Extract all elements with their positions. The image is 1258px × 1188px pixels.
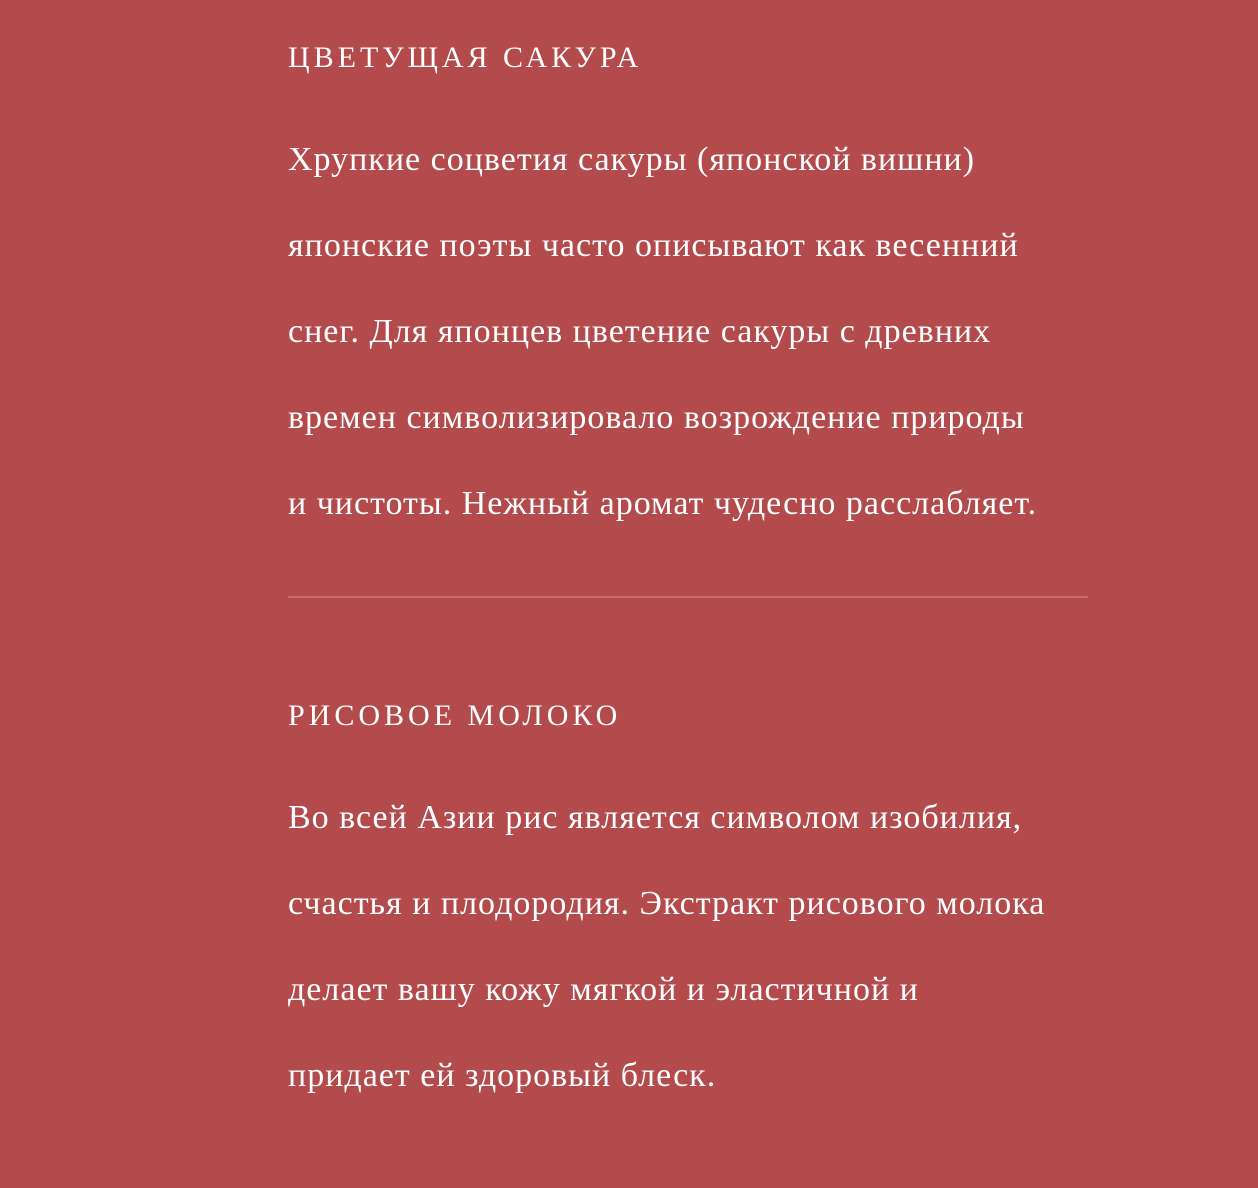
body-line: Хрупкие соцветия сакуры (японской вишни) [288,141,976,178]
section-divider [288,596,1088,598]
section-title-sakura: ЦВЕТУЩАЯ САКУРА [288,41,643,74]
body-line: делает вашу кожу мягкой и эластичной и [288,971,919,1008]
body-line: японские поэты часто описывают как весенний [288,227,1019,264]
section-body-sakura [288,117,1037,547]
body-line: снег. Для японцев цветение сакуры с древних [288,313,992,350]
body-line: Во всей Азии рис является символом изобилия, [288,799,1023,836]
section-body-rice-milk [288,775,1045,1119]
body-line: счастья и плодородия. Экстракт рисового молока [288,885,1046,922]
body-line: и чистоты. Нежный аромат чудесно расслабляет. [288,485,1038,522]
body-line: времен символизировало возрождение природы [288,399,1025,436]
section-title-rice-milk: РИСОВОЕ МОЛОКО [288,699,622,732]
body-line: придает ей здоровый блеск. [288,1057,717,1094]
